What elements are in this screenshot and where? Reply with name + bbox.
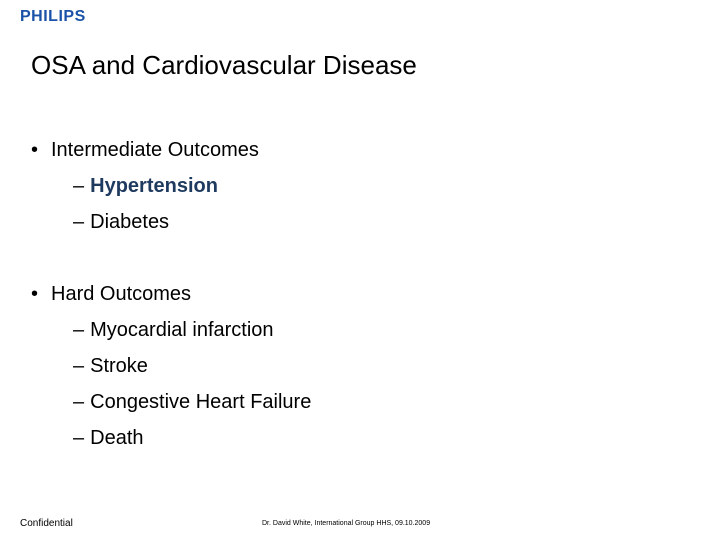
sub-item-text: Congestive Heart Failure [90,391,312,413]
bullet-icon: • [31,283,39,305]
dash-icon: – [73,319,85,341]
dash-icon: – [73,427,85,449]
footer-attribution: Dr. David White, International Group HHS, 09.10.2009 [262,520,431,527]
bullet-icon: • [31,139,39,161]
dash-icon: – [73,391,85,413]
bullet-heading: Hard Outcomes [51,283,192,305]
sub-item-text: Diabetes [90,211,170,233]
sub-item-text: Death [90,427,144,449]
dash-icon: – [73,175,85,197]
sub-item-text: Hypertension [90,175,218,197]
sub-item-text: Myocardial infarction [90,319,274,341]
sub-item-text: Stroke [90,355,148,377]
footer-confidential: Confidential [20,518,73,529]
sub-item-death [31,424,691,460]
sub-item-congestive-heart-failure [31,388,691,424]
dash-icon: – [73,355,85,377]
sub-item-hypertension [31,172,691,208]
bullet-heading: Intermediate Outcomes [51,139,259,161]
sub-item-diabetes [31,208,691,244]
bullet-item-intermediate-outcomes [31,136,691,172]
bullet-item-hard-outcomes [31,280,691,316]
sub-item-stroke [31,352,691,388]
bullet-list [31,136,691,460]
philips-logo: PHILIPS [20,8,86,25]
dash-icon: – [73,211,85,233]
sub-item-myocardial-infarction [31,316,691,352]
slide-title: OSA and Cardiovascular Disease [31,50,417,80]
